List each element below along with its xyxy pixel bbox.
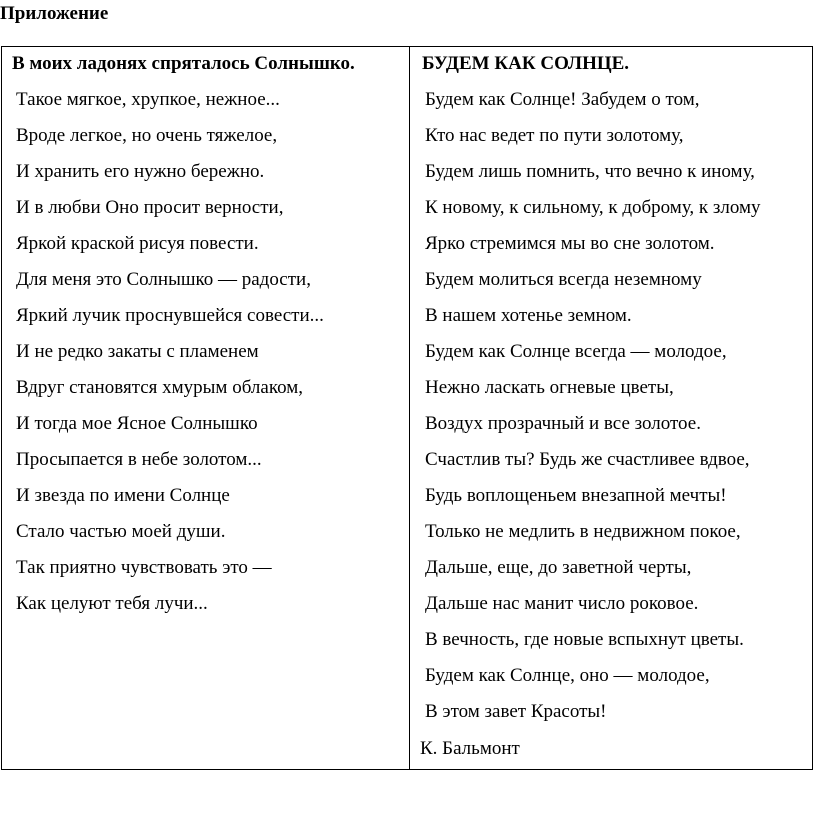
poem-line: Яркой краской рисуя повести. <box>16 233 259 254</box>
poem-line: Только не медлить в недвижном покое, <box>425 521 741 542</box>
poem-line: Такое мягкое, хрупкое, нежное... <box>16 89 280 110</box>
poem-line: Будь воплощеньем внезапной мечты! <box>425 485 727 506</box>
poem-line: В нашем хотенье земном. <box>425 305 632 326</box>
poem-line: Счастлив ты? Будь же счастливее вдвое, <box>425 449 750 470</box>
right-poem-lines <box>425 89 761 737</box>
left-poem-column <box>2 47 409 769</box>
poem-line: Как целуют тебя лучи... <box>16 593 208 614</box>
poem-table <box>1 46 813 770</box>
poem-author: К. Бальмонт <box>420 738 520 759</box>
poem-line: Яркий лучик проснувшейся совести... <box>16 305 324 326</box>
left-poem-lines <box>16 89 324 629</box>
poem-line: Вдруг становятся хмурым облаком, <box>16 377 303 398</box>
poem-line: Вроде легкое, но очень тяжелое, <box>16 125 278 146</box>
poem-line: Будем как Солнце всегда — молодое, <box>425 341 727 362</box>
poem-line: Воздух прозрачный и все золотое. <box>425 413 701 434</box>
left-poem-title: В моих ладонях спряталось Солнышко. <box>12 53 355 74</box>
poem-line: Для меня это Солнышко — радости, <box>16 269 311 290</box>
poem-line: Будем молиться всегда неземному <box>425 269 702 290</box>
poem-line: И тогда мое Ясное Солнышко <box>16 413 258 434</box>
right-poem-column <box>410 47 814 769</box>
page-heading: Приложение <box>0 3 109 24</box>
poem-line: Нежно ласкать огневые цветы, <box>425 377 674 398</box>
poem-line: В вечность, где новые вспыхнут цветы. <box>425 629 744 650</box>
poem-line: Стало частью моей души. <box>16 521 226 542</box>
poem-line: В этом завет Красоты! <box>425 701 607 722</box>
right-poem-title: БУДЕМ КАК СОЛНЦЕ. <box>422 53 630 74</box>
poem-line: Ярко стремимся мы во сне золотом. <box>425 233 715 254</box>
poem-line: Будем как Солнце! Забудем о том, <box>425 89 700 110</box>
poem-line: И не редко закаты с пламенем <box>16 341 259 362</box>
poem-line: Будем лишь помнить, что вечно к иному, <box>425 161 755 182</box>
poem-line: И в любви Оно просит верности, <box>16 197 284 218</box>
poem-line: И звезда по имени Солнце <box>16 485 230 506</box>
poem-line: Дальше, еще, до заветной черты, <box>425 557 692 578</box>
poem-line: К новому, к сильному, к доброму, к злому <box>425 197 761 218</box>
poem-line: Просыпается в небе золотом... <box>16 449 262 470</box>
poem-line: Будем как Солнце, оно — молодое, <box>425 665 710 686</box>
poem-line: Дальше нас манит число роковое. <box>425 593 699 614</box>
poem-line: И хранить его нужно бережно. <box>16 161 265 182</box>
poem-line: Так приятно чувствовать это — <box>16 557 272 578</box>
poem-line: Кто нас ведет по пути золотому, <box>425 125 684 146</box>
